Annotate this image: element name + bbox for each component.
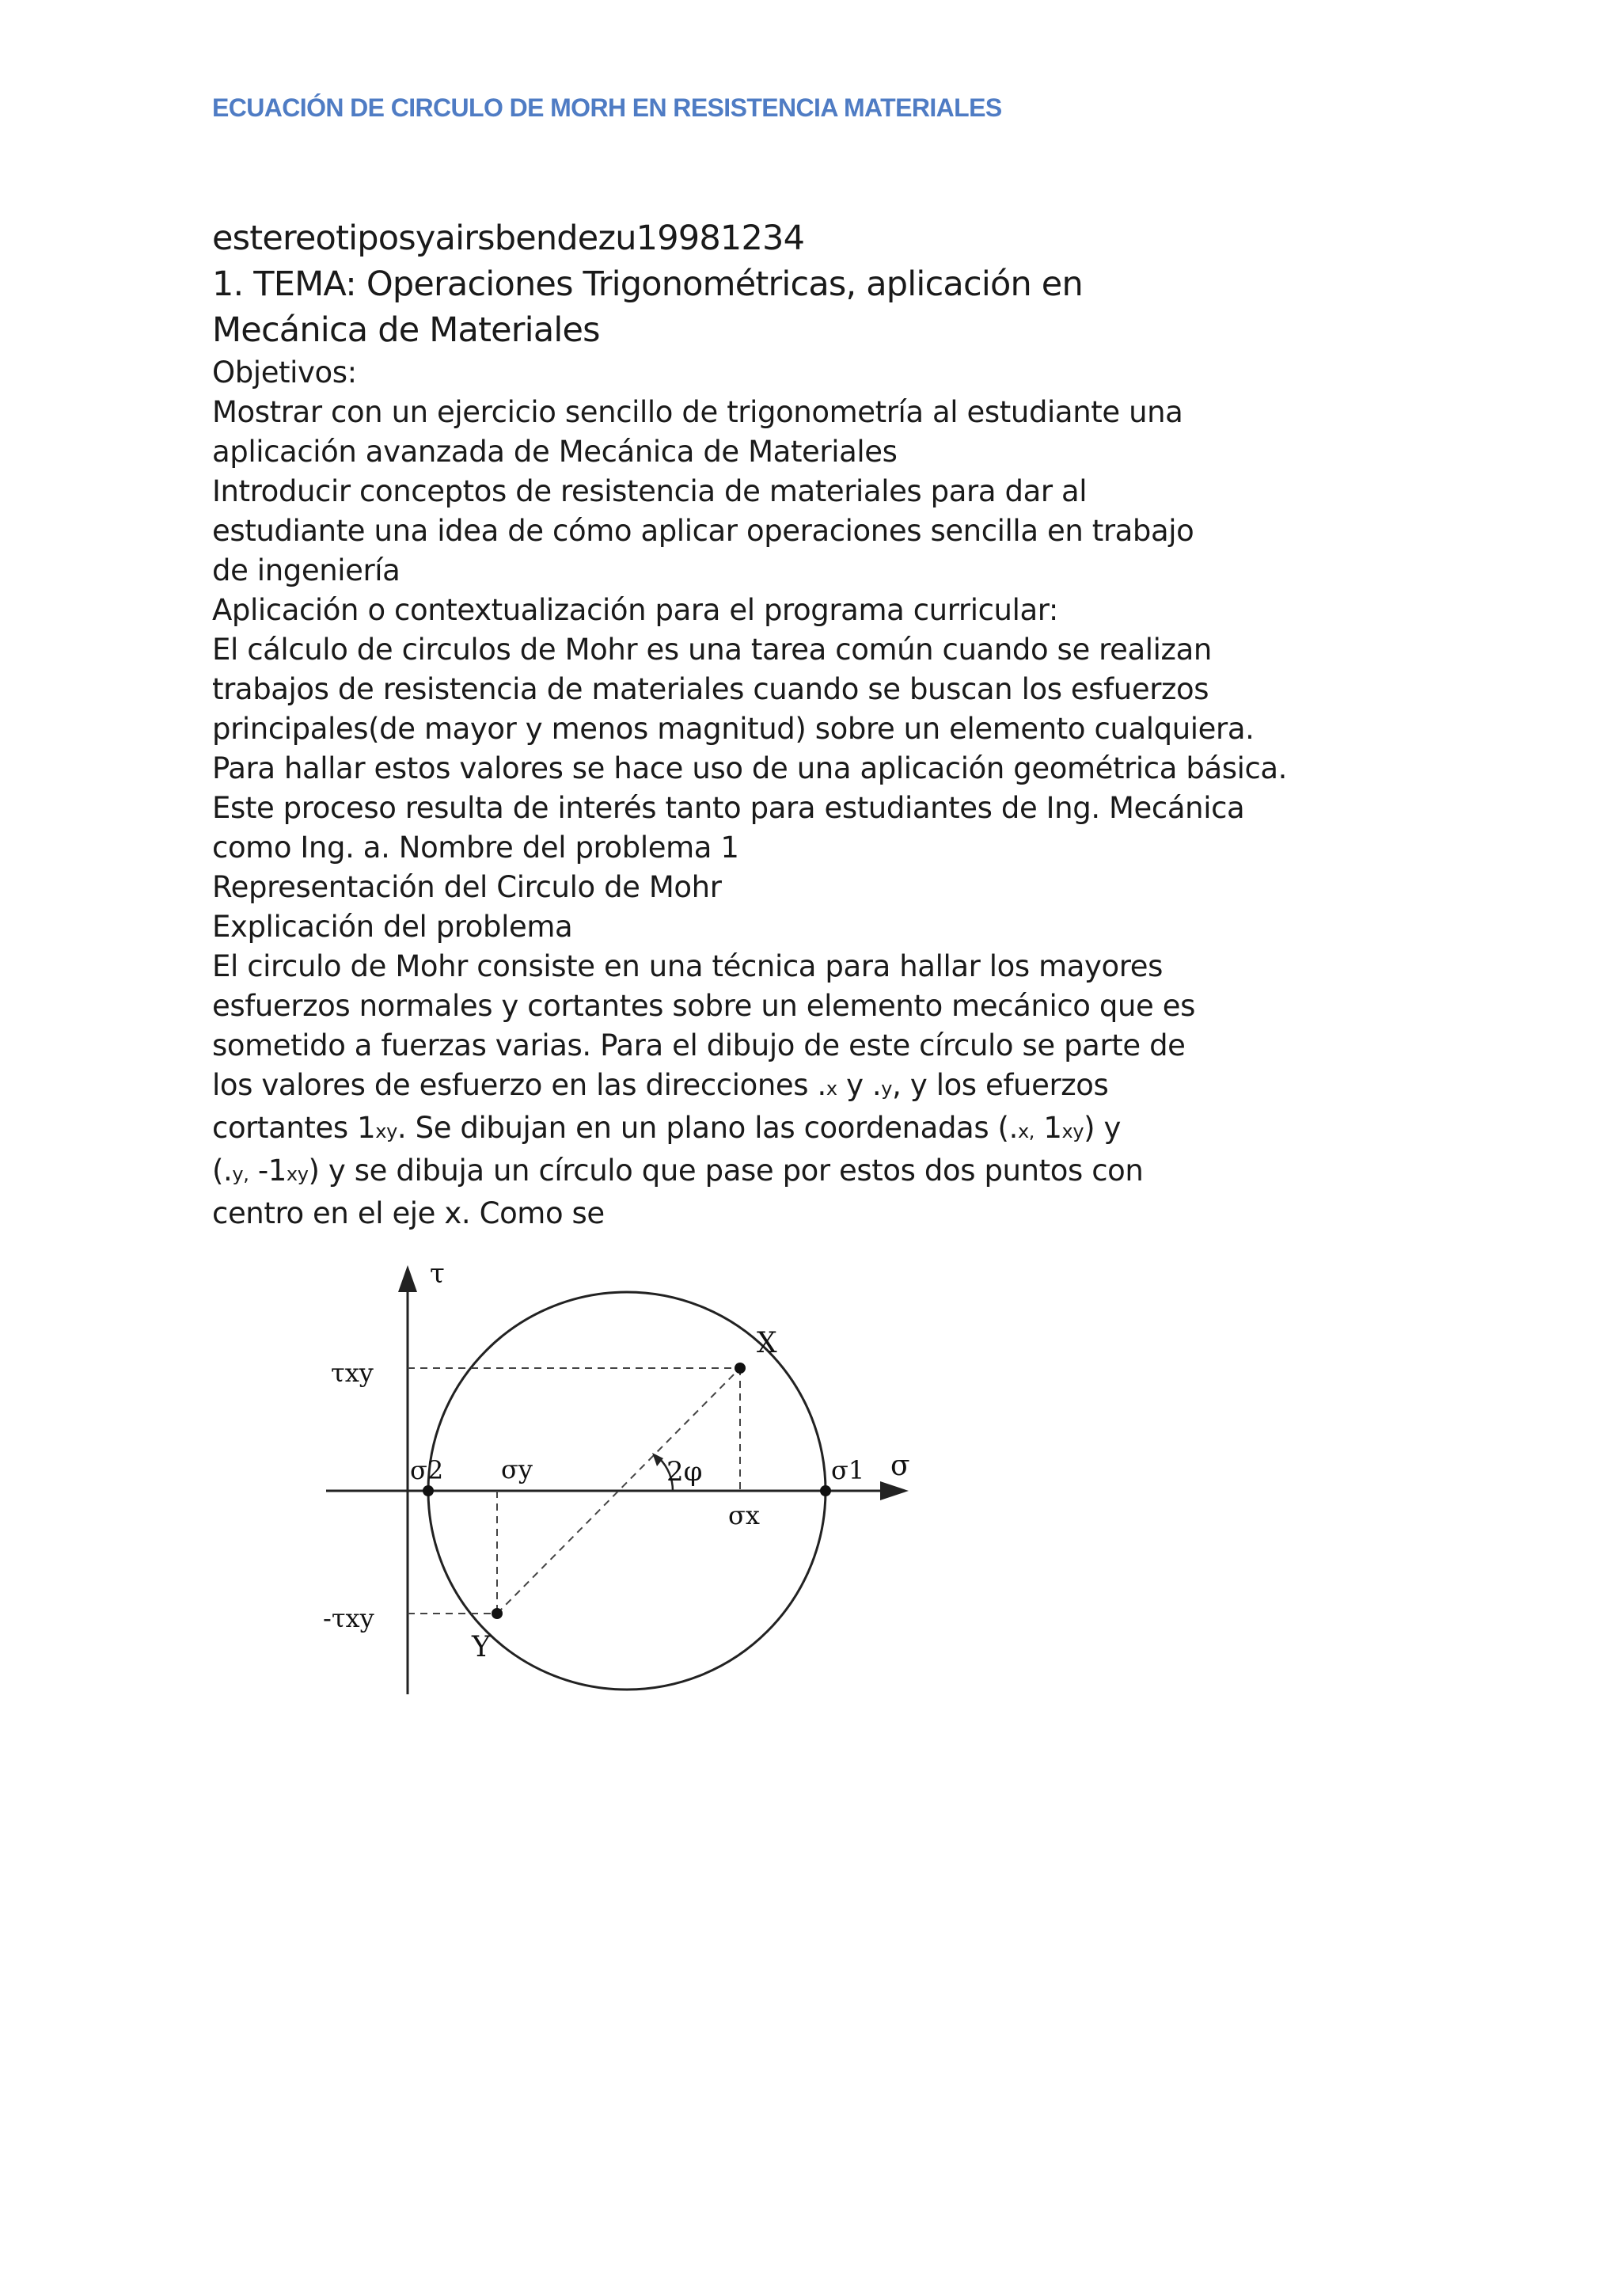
tau-xy-label: τxy (331, 1358, 374, 1388)
explicacion-label: Explicación del problema (212, 910, 573, 944)
text-segment: (. (212, 1154, 233, 1188)
document-body (212, 215, 1399, 1234)
sigma-y-label: σy (501, 1454, 533, 1484)
text-segment: ) y se dibuja un círculo que pase por estos dos puntos con (308, 1154, 1144, 1188)
paragraph-line: Mostrar con un ejercicio sencillo de trigonometría al estudiante una (212, 395, 1183, 429)
text-segment: y . (837, 1068, 882, 1102)
point-y (492, 1608, 503, 1619)
text-segment: cortantes 1 (212, 1111, 376, 1145)
subscript-text: y, (232, 1163, 249, 1185)
point-x-label: X (757, 1327, 777, 1359)
paragraph-line: estudiante una idea de cómo aplicar operaciones sencilla en trabajo (212, 514, 1194, 548)
text-segment: , y los efuerzos (892, 1068, 1109, 1102)
sigma-1-label: σ1 (831, 1455, 865, 1485)
subscript-text: xy (286, 1163, 309, 1185)
paragraph-line: centro en el eje x. Como se (212, 1196, 605, 1230)
point-y-label: Y (472, 1631, 491, 1663)
sigma-axis-label: σ (890, 1450, 910, 1482)
sigma-x-label: σx (728, 1500, 760, 1530)
point-x (735, 1363, 746, 1374)
author-line: estereotiposyairsbendezu19981234 (212, 219, 805, 258)
subscript-text: xy (1061, 1120, 1084, 1142)
text-segment: ) y (1084, 1111, 1122, 1145)
page-header: ECUACIÓN DE CIRCULO DE MORH EN RESISTENCIA MATERIALES (212, 93, 1002, 122)
paragraph-line: esfuerzos normales y cortantes sobre un elemento mecánico que es (212, 989, 1195, 1023)
paragraph-line: trabajos de resistencia de materiales cuando se buscan los esfuerzos (212, 672, 1209, 706)
paragraph-line: principales(de mayor y menos magnitud) sobre un elemento cualquiera. (212, 712, 1255, 746)
neg-tau-xy-label: -τxy (323, 1603, 374, 1633)
paragraph-line: Introducir conceptos de resistencia de materiales para dar al (212, 474, 1088, 508)
sigma-axis-arrow (880, 1481, 909, 1500)
paragraph-line: El cálculo de circulos de Mohr es una tarea común cuando se realizan (212, 633, 1212, 667)
tau-axis-arrow (398, 1265, 417, 1292)
angle-arrow (652, 1453, 663, 1466)
representacion-label: Representación del Circulo de Mohr (212, 870, 722, 904)
paragraph-line: de ingeniería (212, 553, 401, 587)
subscript-text: x, (1017, 1120, 1035, 1142)
heading-line-2: Mecánica de Materiales (212, 310, 600, 350)
paragraph-line: Para hallar estos valores se hace uso de una aplicación geométrica básica. (212, 751, 1288, 785)
paragraph-line: El circulo de Mohr consiste en una técnica para hallar los mayores (212, 949, 1164, 983)
text-segment: -1 (249, 1154, 287, 1188)
subscript-text: y (881, 1078, 893, 1100)
paragraph-line: aplicación avanzada de Mecánica de Materiales (212, 435, 898, 469)
tau-axis-label: τ (430, 1258, 445, 1290)
angle-label: 2φ (666, 1456, 703, 1488)
sigma-2-label: σ2 (410, 1455, 444, 1485)
objetivos-label: Objetivos: (212, 355, 357, 390)
text-segment: los valores de esfuerzo en las direcciones . (212, 1068, 826, 1102)
text-segment: 1 (1034, 1111, 1062, 1145)
subscript-text: x (826, 1078, 837, 1100)
point-sigma-2 (423, 1485, 434, 1496)
text-segment: . Se dibujan en un plano las coordenadas (. (397, 1111, 1018, 1145)
subscript-text: xy (375, 1120, 397, 1142)
paragraph-line (212, 1066, 1399, 1108)
paragraph-line (212, 1108, 1399, 1151)
paragraph-line (212, 1151, 1399, 1194)
mohr-circle-diagram (317, 1251, 918, 1710)
paragraph-line: Este proceso resulta de interés tanto para estudiantes de Ing. Mecánica (212, 791, 1245, 825)
paragraph-line: sometido a fuerzas varias. Para el dibujo de este círculo se parte de (212, 1028, 1186, 1062)
paragraph-line: como Ing. a. Nombre del problema 1 (212, 831, 739, 865)
aplicacion-label: Aplicación o contextualización para el programa curricular: (212, 593, 1058, 627)
mohr-circle-figure (317, 1251, 918, 1710)
heading-line-1: 1. TEMA: Operaciones Trigonométricas, aplicación en (212, 264, 1083, 304)
point-sigma-1 (820, 1485, 831, 1496)
